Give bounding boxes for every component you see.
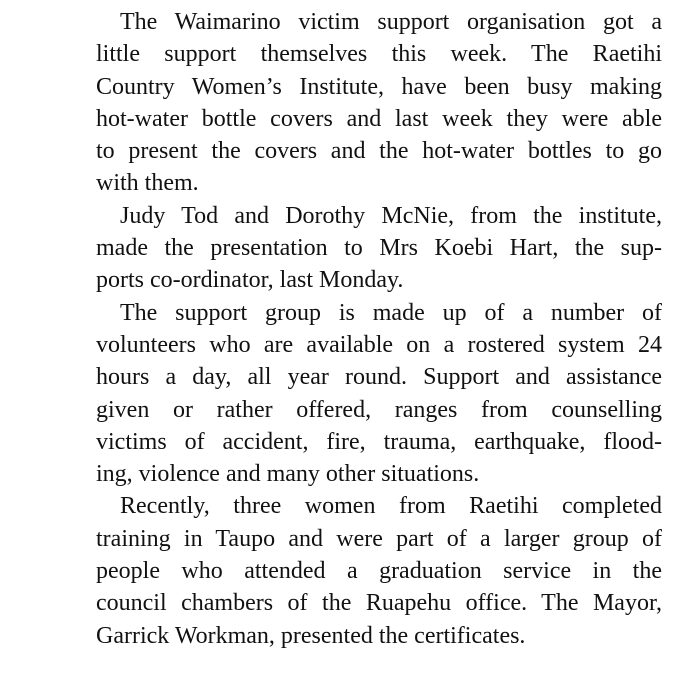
text-line: made the presentation to Mrs Koebi Hart, the sup- — [96, 235, 662, 262]
newspaper-clipping — [96, 6, 662, 652]
text-line: with them. — [96, 170, 199, 197]
text-line: people who attended a graduation service in the — [96, 558, 662, 585]
text-line: Country Women’s Institute, have been busy making — [96, 73, 662, 100]
text-line: training in Taupo and were part of a larger group of — [96, 525, 662, 552]
text-line: ing, violence and many other situations. — [96, 461, 480, 488]
text-line: Garrick Workman, presented the certificates. — [96, 622, 526, 649]
text-line: given or rather offered, ranges from counselling — [96, 396, 662, 423]
paragraph-4 — [96, 490, 662, 651]
text-line: volunteers who are available on a rostered system 24 — [96, 331, 662, 358]
text-line: The support group is made up of a number of — [120, 299, 662, 326]
text-line: hours a day, all year round. Support and assistance — [96, 364, 662, 391]
text-line: The Waimarino victim support organisation got a — [120, 9, 662, 35]
text-line: ports co-ordinator, last Monday. — [96, 267, 404, 294]
text-line: Recently, three women from Raetihi completed — [120, 493, 662, 520]
paragraph-3 — [96, 297, 662, 491]
text-line: victims of accident, fire, trauma, earthquake, flood- — [96, 428, 662, 455]
text-line: hot-water bottle covers and last week they were able — [96, 105, 662, 132]
paragraph-1 — [96, 6, 662, 200]
text-line: Judy Tod and Dorothy McNie, from the institute, — [120, 202, 662, 229]
text-line: council chambers of the Ruapehu office. The Mayor, — [96, 590, 662, 617]
text-line: little support themselves this week. The Raetihi — [96, 41, 662, 68]
text-line: to present the covers and the hot-water bottles to go — [96, 138, 662, 165]
paragraph-2 — [96, 200, 662, 297]
